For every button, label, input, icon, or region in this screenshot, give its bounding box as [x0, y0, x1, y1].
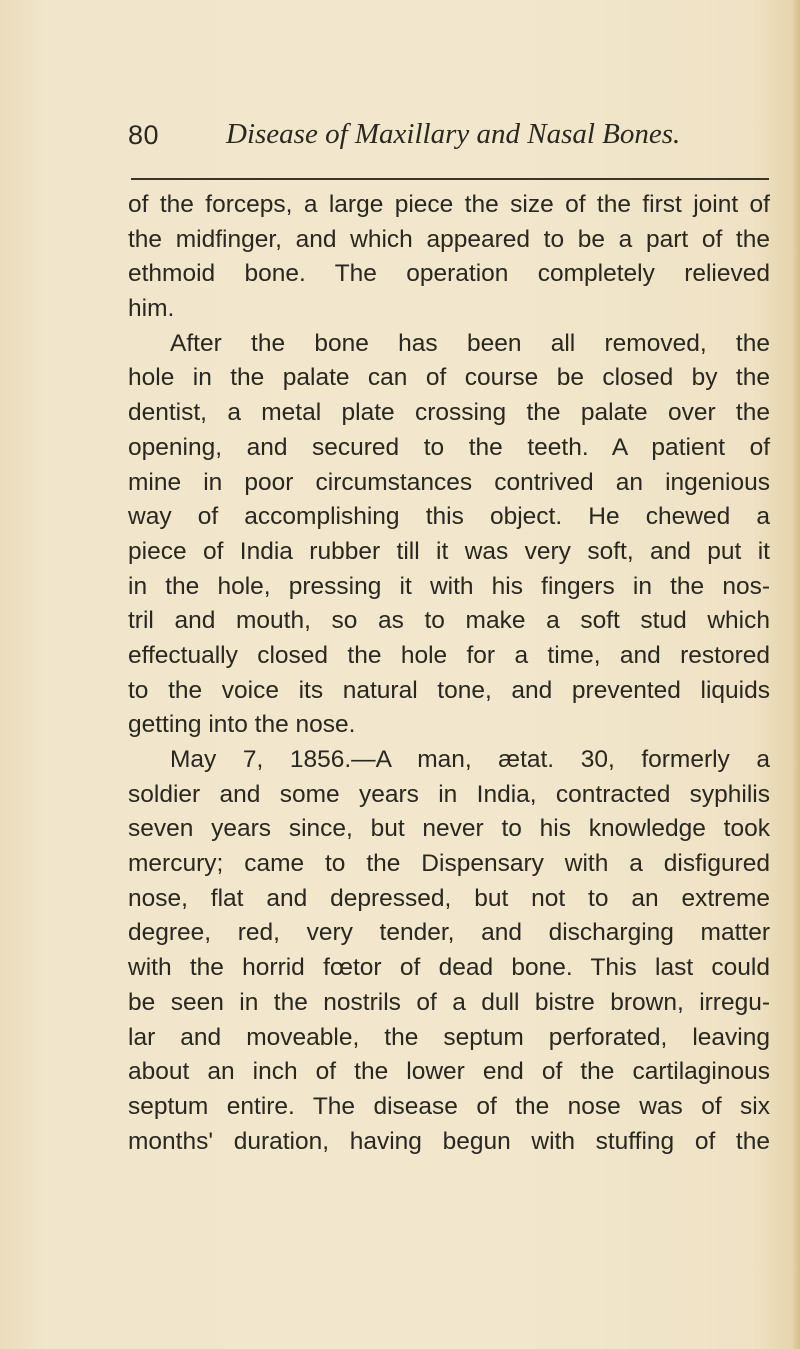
text-line: of the forceps, a large piece the size of the first joint of: [128, 191, 770, 218]
text-line: lar and moveable, the septum perforated, leaving: [128, 1023, 770, 1051]
text-line: piece of India rubber till it was very soft, and put it: [128, 537, 770, 565]
text-line: be seen in the nostrils of a dull bistre brown, irregu-: [128, 988, 770, 1016]
text-line: getting into the nose.: [128, 711, 356, 739]
page-number: 80: [128, 120, 160, 150]
text-line: hole in the palate can of course be closed by the: [128, 364, 770, 392]
text-line: mine in poor circumstances contrived an ingenious: [128, 468, 770, 496]
page-header: [128, 120, 688, 164]
text-line: mercury; came to the Dispensary with a disfigured: [128, 850, 770, 878]
page-edge-shadow: [792, 0, 800, 1349]
text-line: about an inch of the lower end of the cartilaginous: [128, 1058, 770, 1086]
text-line: opening, and secured to the teeth. A patient of: [128, 433, 770, 461]
text-line: tril and mouth, so as to make a soft stud which: [128, 607, 770, 635]
text-line: seven years since, but never to his knowledge took: [128, 815, 770, 843]
text-line: soldier and some years in India, contracted syphilis: [128, 780, 770, 808]
text-line: in the hole, pressing it with his fingers in the nos-: [128, 572, 770, 600]
text-line: nose, flat and depressed, but not to an extreme: [128, 884, 770, 912]
text-line: way of accomplishing this object. He chewed a: [128, 503, 770, 531]
running-title: Disease of Maxillary and Nasal Bones.: [226, 118, 681, 150]
text-line: months' duration, having begun with stuffing of the: [128, 1127, 770, 1155]
text-line: septum entire. The disease of the nose was of six: [128, 1092, 770, 1120]
text-line: degree, red, very tender, and discharging matter: [128, 919, 770, 947]
text-line: effectually closed the hole for a time, and restored: [128, 641, 770, 669]
text-line: ethmoid bone. The operation completely relieved: [128, 260, 770, 288]
header-rule: [131, 178, 769, 180]
paragraph-start-line: May 7, 1856.—A man, ætat. 30, formerly a: [170, 746, 770, 773]
text-line: with the horrid fœtor of dead bone. This last could: [128, 954, 770, 982]
body-text: [128, 188, 770, 1159]
text-line: him.: [128, 295, 175, 323]
text-line: dentist, a metal plate crossing the palate over the: [128, 399, 770, 427]
text-line: to the voice its natural tone, and prevented liquids: [128, 676, 770, 704]
paragraph-start-line: After the bone has been all removed, the: [170, 329, 770, 357]
text-line: the midfinger, and which appeared to be a part of the: [128, 225, 770, 253]
